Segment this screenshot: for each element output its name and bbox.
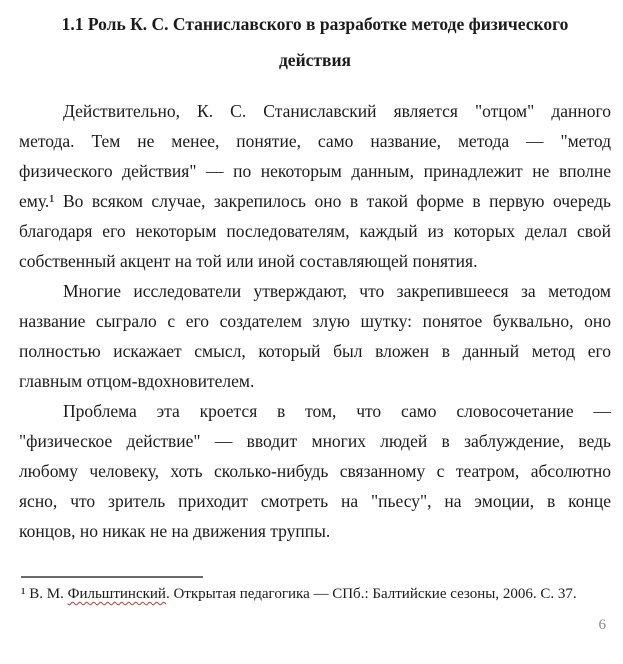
text-line: главным отцом-вдохновителем. [19, 371, 255, 391]
heading-line: действия [278, 50, 352, 70]
text-line: Многие исследователи утверждают, что закрепившееся за методом [63, 281, 611, 301]
text-line: собственный акцент на той или иной составляющей понятия. [19, 251, 478, 271]
text-line: концов, но никак не на движения труппы. [19, 521, 331, 541]
footnote-separator [21, 576, 203, 578]
text-line: физического действия" — по некоторым данным, принадлежит не вполне [19, 161, 611, 181]
text-line: Проблема эта кроется в том, что само словосочетание — [63, 401, 611, 421]
paragraph [19, 396, 611, 546]
text-line: ясно, что зритель приходит смотреть на "пьесу", на эмоции, в конце [19, 491, 611, 511]
footnote-text: ¹ В. М. [21, 586, 68, 602]
paragraph [19, 96, 611, 276]
text-line: "физическое действие" — вводит многих людей в заблуждение, ведь [19, 431, 611, 451]
text-line: Действительно, К. С. Станиславский является "отцом" данного [63, 101, 611, 121]
footnote-text: . Открытая педагогика — СПб.: Балтийские сезоны, 2006. С. 37. [165, 586, 577, 602]
page-number: 6 [598, 617, 606, 633]
text-line: название сыграло с его создателем злую шутку: понятое буквально, оно [19, 311, 611, 331]
text-line: метода. Тем не менее, понятие, само название, метода — "метод [19, 131, 611, 151]
text-line: любому человеку, хоть сколько-нибудь связанному с театром, абсолютно [19, 461, 611, 481]
footnote [21, 585, 609, 604]
text-line: полностью искажает смысл, который был вложен в данный метод его [19, 341, 611, 361]
body-text [19, 96, 611, 546]
misspelled-word: Фильштинский [67, 586, 166, 602]
paragraph [19, 276, 611, 396]
section-heading [19, 0, 611, 78]
text-line: благодаря его некоторым последователям, каждый из которых делал свой [19, 221, 611, 241]
text-line: ему.¹ Во всяком случае, закрепилось оно в такой форме в первую очередь [19, 191, 611, 211]
heading-line: 1.1 Роль К. С. Станиславского в разработке методе физического [61, 14, 569, 34]
